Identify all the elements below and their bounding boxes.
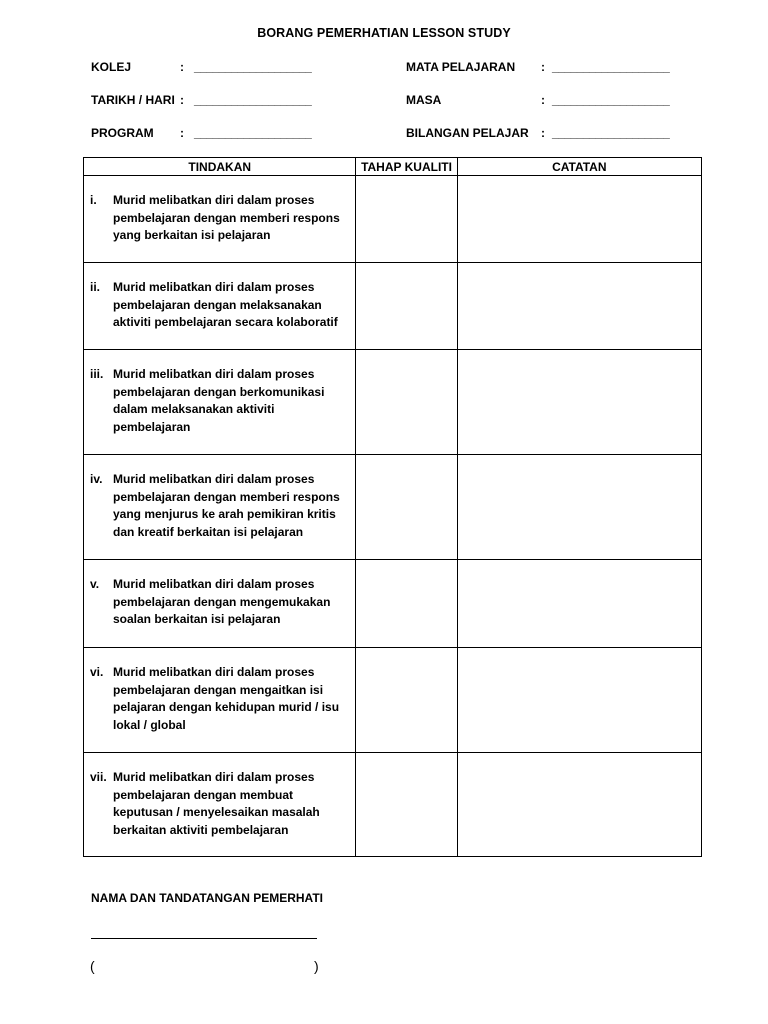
tindakan-cell — [84, 753, 356, 857]
field-label: PROGRAM — [91, 126, 154, 140]
item-number: iii. — [90, 367, 104, 381]
header-tahap-kualiti: TAHAP KUALITI — [356, 158, 457, 176]
field-label: TARIKH / HARI — [91, 93, 175, 107]
field-blank[interactable]: ___________________ — [552, 126, 670, 140]
item-text: Murid melibatkan diri dalam proses pembelajaran dengan memberi respons yang menjurus ke arah pemikiran kritis dan kreatif berkaitan isi pelajaran — [113, 472, 340, 539]
tindakan-cell — [84, 263, 356, 350]
tahap-kualiti-cell[interactable] — [356, 455, 457, 560]
signature-label: NAMA DAN TANDATANGAN PEMERHATI — [91, 891, 323, 905]
item-number: v. — [90, 577, 100, 591]
tahap-kualiti-cell[interactable] — [356, 648, 457, 753]
name-close-paren: ) — [314, 958, 319, 974]
item-number: ii. — [90, 280, 101, 294]
table-row — [84, 753, 702, 857]
field-colon: : — [541, 60, 545, 74]
header-catatan: CATATAN — [457, 158, 701, 176]
item-text: Murid melibatkan diri dalam proses pembelajaran dengan mengemukakan soalan berkaitan isi pelajaran — [113, 577, 331, 626]
catatan-cell[interactable] — [457, 648, 701, 753]
item-text: Murid melibatkan diri dalam proses pembelajaran dengan mengaitkan isi pelajaran dengan kehidupan murid / isu lokal / global — [113, 665, 340, 732]
field-blank[interactable]: ___________________ — [552, 93, 670, 107]
field-label: KOLEJ — [91, 60, 132, 74]
catatan-cell[interactable] — [457, 753, 701, 857]
item-text: Murid melibatkan diri dalam proses pembelajaran dengan membuat keputusan / menyelesaikan masalah berkaitan aktiviti pembelajaran — [113, 770, 320, 837]
tindakan-cell — [84, 648, 356, 753]
table-row — [84, 176, 702, 263]
item-number: iv. — [90, 472, 103, 486]
field-colon: : — [180, 93, 184, 107]
table-row — [84, 263, 702, 350]
field-blank[interactable]: ___________________ — [194, 126, 312, 140]
table-row — [84, 648, 702, 753]
header-tindakan: TINDAKAN — [84, 158, 356, 176]
tindakan-cell — [84, 455, 356, 560]
field-blank[interactable]: ___________________ — [194, 93, 312, 107]
table-row — [84, 455, 702, 560]
table-header-row — [84, 158, 702, 176]
item-text: Murid melibatkan diri dalam proses pembelajaran dengan berkomunikasi dalam melaksanakan aktiviti pembelajaran — [113, 367, 325, 434]
tahap-kualiti-cell[interactable] — [356, 350, 457, 455]
field-blank[interactable]: ___________________ — [552, 60, 670, 74]
tahap-kualiti-cell[interactable] — [356, 560, 457, 648]
tahap-kualiti-cell[interactable] — [356, 263, 457, 350]
field-colon: : — [541, 126, 545, 140]
form-title: BORANG PEMERHATIAN LESSON STUDY — [257, 26, 511, 40]
catatan-cell[interactable] — [457, 350, 701, 455]
catatan-cell[interactable] — [457, 263, 701, 350]
tahap-kualiti-cell[interactable] — [356, 753, 457, 857]
item-text: Murid melibatkan diri dalam proses pembelajaran dengan memberi respons yang berkaitan isi pelajaran — [113, 193, 340, 242]
item-text: Murid melibatkan diri dalam proses pembelajaran dengan melaksanakan aktiviti pembelajaran secara kolaboratif — [113, 280, 338, 329]
tindakan-cell — [84, 176, 356, 263]
item-number: vi. — [90, 665, 104, 679]
tindakan-cell — [84, 560, 356, 648]
field-colon: : — [541, 93, 545, 107]
field-colon: : — [180, 126, 184, 140]
tahap-kualiti-cell[interactable] — [356, 176, 457, 263]
field-label: BILANGAN PELAJAR — [406, 126, 529, 140]
observation-table — [83, 157, 702, 857]
field-blank[interactable]: ___________________ — [194, 60, 312, 74]
table-row — [84, 350, 702, 455]
field-label: MASA — [406, 93, 442, 107]
table-row — [84, 560, 702, 648]
catatan-cell[interactable] — [457, 560, 701, 648]
tindakan-cell — [84, 350, 356, 455]
field-label: MATA PELAJARAN — [406, 60, 516, 74]
field-colon: : — [180, 60, 184, 74]
item-number: i. — [90, 193, 97, 207]
name-open-paren: ( — [90, 958, 95, 974]
item-number: vii. — [90, 770, 107, 784]
signature-line[interactable] — [91, 938, 317, 939]
catatan-cell[interactable] — [457, 176, 701, 263]
catatan-cell[interactable] — [457, 455, 701, 560]
